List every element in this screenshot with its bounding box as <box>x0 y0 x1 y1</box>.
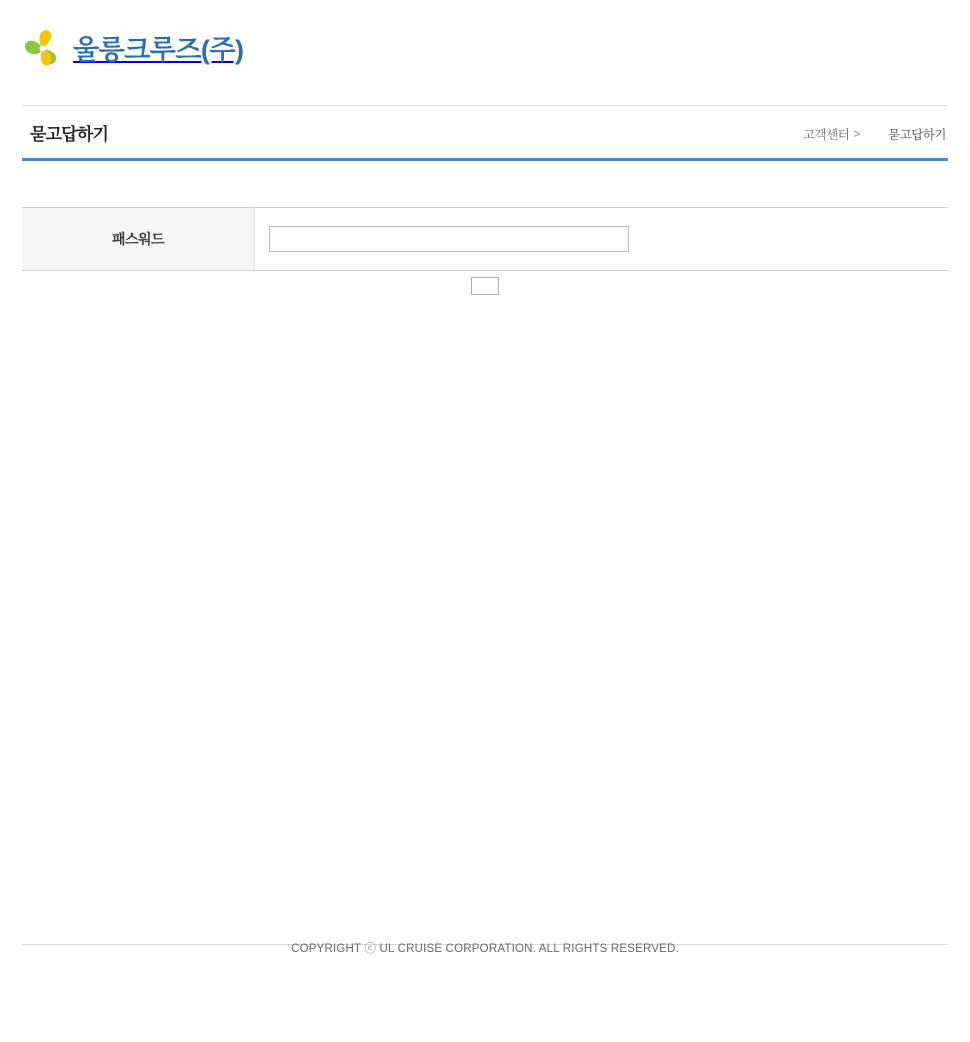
password-field-cell <box>255 208 949 271</box>
logo-text-suffix: (주) <box>200 34 244 65</box>
submit-row <box>22 271 948 311</box>
breadcrumb-current: 묻고답하기 <box>888 128 946 142</box>
table-row <box>22 208 948 271</box>
password-input[interactable] <box>269 226 629 252</box>
site-logo-link[interactable] <box>22 28 244 72</box>
logo-text <box>73 34 244 65</box>
breadcrumb-separator: > <box>853 127 861 141</box>
site-header <box>0 0 970 105</box>
password-form-table <box>22 207 948 271</box>
page-title: 묻고답하기 <box>30 125 109 144</box>
content-area <box>22 207 948 271</box>
breadcrumb <box>803 125 946 143</box>
pinwheel-flower-icon <box>22 28 64 72</box>
page-titlebar <box>22 105 948 161</box>
submit-button[interactable] <box>471 277 499 295</box>
copyright-text: COPYRIGHT ⓒ UL CRUISE CORPORATION. ALL RIGHTS RESERVED. <box>291 943 679 955</box>
breadcrumb-parent[interactable]: 고객센터 <box>802 128 850 142</box>
logo-text-main: 울릉크루즈 <box>73 34 201 65</box>
password-label: 패스워드 <box>22 208 255 271</box>
